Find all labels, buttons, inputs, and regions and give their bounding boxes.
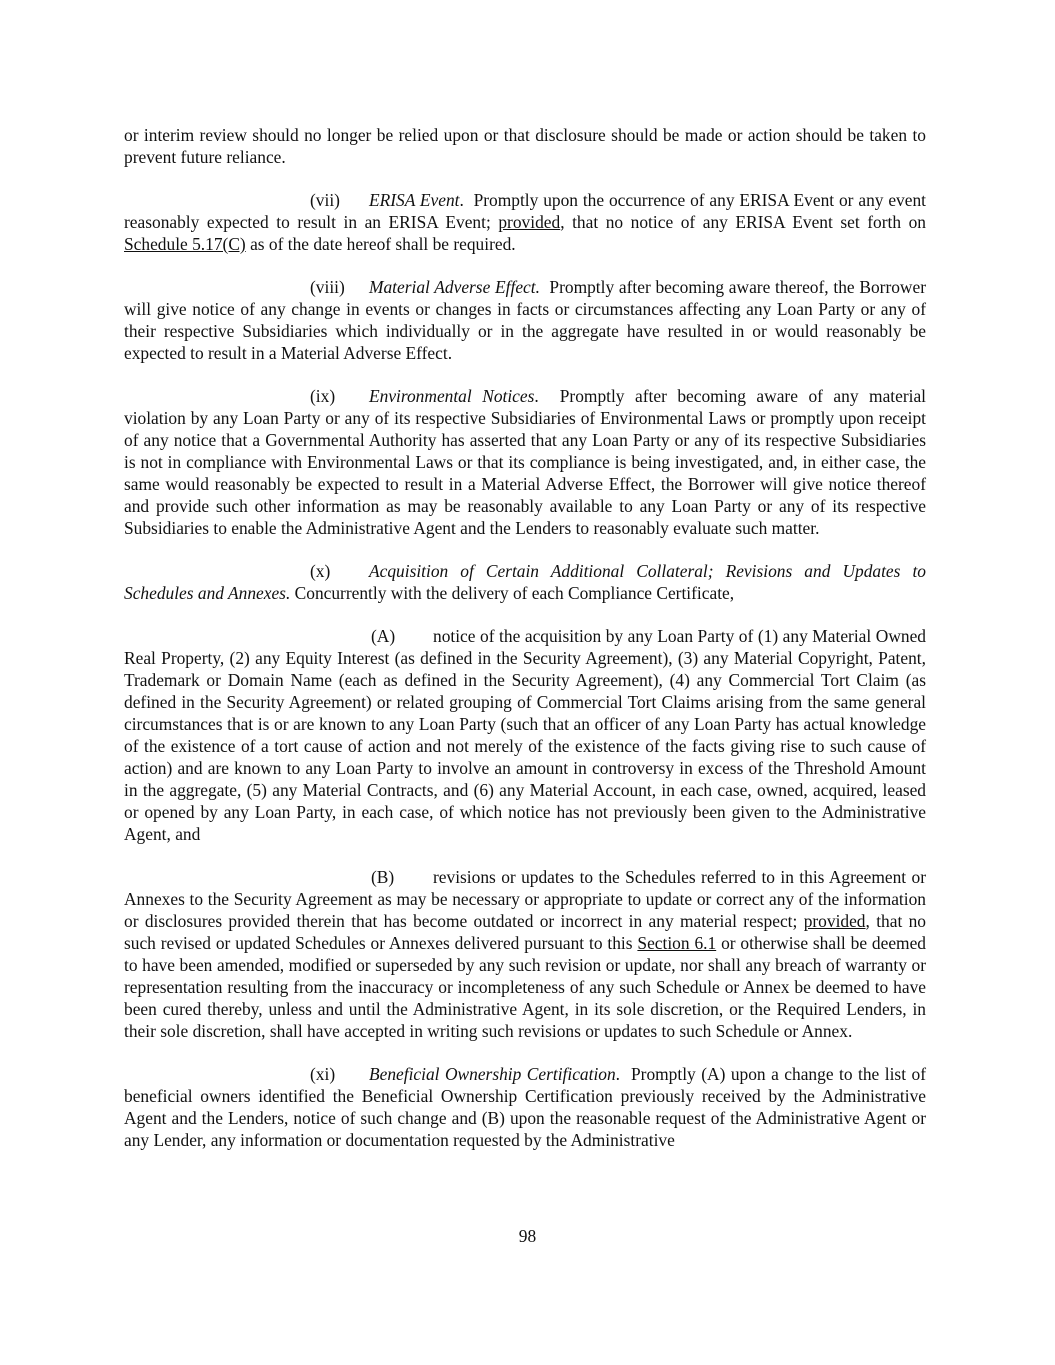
section-title: Material Adverse Effect. xyxy=(369,277,540,297)
section-ix-environmental-notices: (ix) Environmental Notices. Promptly after becoming aware of any material violation by any Loan Party or any of its respective Subsidiaries of Environmental Laws or promptly upon receipt of any notice that a Governmental Authority has asserted that any Loan Party or any of its respective Subsidiaries is not in compliance with Environmental Laws or that its compliance is being investigated, and, in either case, the same would reasonably be expected to result in a Material Adverse Effect, the Borrower will give notice thereof and provide such other information as may be reasonably available to any Loan Party or any of its respective Subsidiaries to enable the Administrative Agent and the Lenders to reasonably evaluate such matter. xyxy=(124,386,927,538)
section-reference: Section 6.1 xyxy=(637,933,717,953)
page-number: 98 xyxy=(518,1226,537,1246)
provided-term: provided xyxy=(498,212,561,232)
section-title: Beneficial Ownership Certification xyxy=(369,1064,616,1084)
subsection-number: (B) xyxy=(371,867,395,887)
section-viii-material-adverse-effect: (viii) Material Adverse Effect. Promptly after becoming aware thereof, the Borrower will give notice of any change in events or changes in facts or circumstances affecting any Loan Party or any of their respective Subsidiaries which individually or in the aggregate have resulted in or would reasonably be expected to result in a Material Adverse Effect. xyxy=(124,277,926,363)
section-title: Environmental Notices xyxy=(369,386,535,406)
section-xi-beneficial-ownership: (xi) Beneficial Ownership Certification. Promptly (A) upon a change to the list of beneficial owners identified the Beneficial Ownership Certification previously received by the Administrative Agent and the Lenders, notice of such change and (B) upon the reasonable request of the Administrative Agent or any Lender, any information or documentation requested by the Administrative xyxy=(124,1064,926,1150)
section-number: (vii) xyxy=(310,190,340,210)
subsection-a-acquisition-notice: (A) notice of the acquisition by any Loan Party of (1) any Material Owned Real Property, (2) any Equity Interest (as defined in the Security Agreement), (3) any Material Copyright, Patent, Trademark or Domain Name (each as defined in the Security Agreement), (4) any Commercial Tort Claim (as defined in the Security Agreement) or related grouping of Commercial Tort Claims arising from the same general circumstances that is or are known to any Loan Party (such that an officer of any Loan Party has actual knowledge of the existence of a tort cause of action and not merely of the existence of the facts giving rise to such cause of action) and are known to any Loan Party to involve an amount in controversy in excess of the Threshold Amount in the aggregate, (5) any Material Contracts, and (6) any Material Account, in each case, owned, acquired, leased or opened by any Loan Party, in each case, of which notice has not previously been given to the Administrative Agent, and xyxy=(124,626,926,844)
section-number: (x) xyxy=(310,561,331,581)
section-number: (viii) xyxy=(310,277,345,297)
document-page xyxy=(124,124,926,1172)
section-number: (xi) xyxy=(310,1064,336,1084)
section-number: (ix) xyxy=(310,386,336,406)
schedule-reference: Schedule 5.17(C) xyxy=(124,234,246,254)
intro-paragraph: or interim review should no longer be relied upon or that disclosure should be made or action should be taken to prevent future reliance. xyxy=(124,125,926,167)
section-vii-erisa-event: (vii) ERISA Event. Promptly upon the occurrence of any ERISA Event or any event reasonably expected to result in an ERISA Event; provided, that no notice of any ERISA Event set forth on Schedule 5.17(C) as of the date hereof shall be required. xyxy=(124,190,927,254)
section-title: Acquisition of Certain Additional Collateral; Revisions and Updates to Schedules and Annexes. xyxy=(124,561,926,603)
section-title: ERISA Event xyxy=(369,190,460,210)
section-x-additional-collateral: (x) Acquisition of Certain Additional Collateral; Revisions and Updates to Schedules and Annexes. Concurrently with the delivery of each Compliance Certificate, xyxy=(124,561,926,603)
subsection-b-schedule-revisions: (B) revisions or updates to the Schedules referred to in this Agreement or Annexes to the Security Agreement as may be necessary or appropriate to update or correct any of the information or disclosures provided therein that has become outdated or incorrect in any material respect; provided, that no such revised or updated Schedules or Annexes delivered pursuant to this Section 6.1 or otherwise shall be deemed to have been amended, modified or superseded by any such revision or update, nor shall any breach of warranty or representation resulting from the inaccuracy or incompleteness of any such Schedule or Annex be deemed to have been cured thereby, unless and until the Administrative Agent, in its sole discretion, or the Required Lenders, in their sole discretion, shall have accepted in writing such revisions or updates to such Schedule or Annex. xyxy=(124,867,926,1041)
subsection-number: (A) xyxy=(371,626,396,646)
provided-term: provided xyxy=(803,911,866,931)
